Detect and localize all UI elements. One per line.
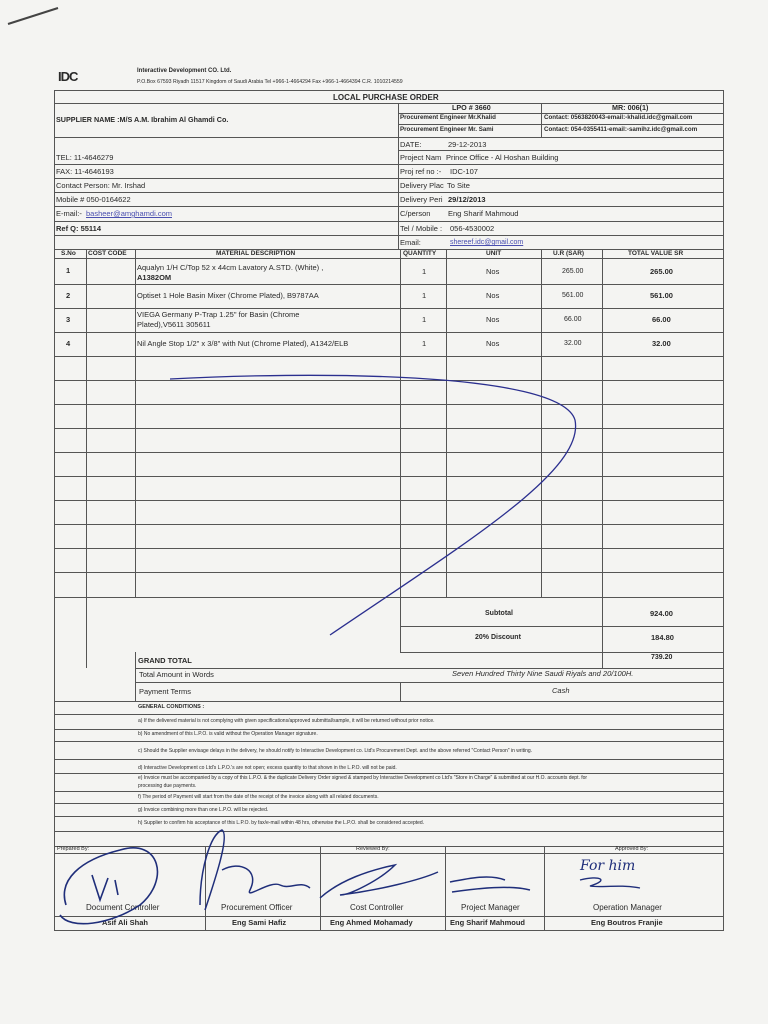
company-logo-text: IDC — [58, 69, 78, 84]
row-3-ur: 66.00 — [564, 316, 582, 323]
procurement-engineer-1: Procurement Engineer Mr.Khalid — [400, 114, 496, 121]
col-header-sno: S.No — [61, 250, 76, 257]
procurement-contact-1: Contact: 0563820043-email:-khalid.idc@gmail.com — [544, 114, 693, 121]
lpo-number: LPO # 3660 — [452, 103, 491, 112]
signature-operation-manager — [580, 878, 640, 888]
row-3-total: 66.00 — [652, 315, 671, 324]
row-3-unit: Nos — [486, 315, 500, 324]
row-4-total: 32.00 — [652, 339, 671, 348]
condition-e: e) Invoice must be accompanied by a copy of this L.P.O. & the duplicate Delivery Order signed & stamped by Interactive Development co Ltd's "Store in Charge" & submitted at our H.O. accounts dept. for — [138, 775, 588, 781]
telmob-value: 056-4530002 — [450, 224, 495, 233]
company-address: P.O.Box 67593 Riyadh 11517 Kingdom of Saudi Arabia Tel +966-1-4664294 Fax +966-1-4664394 C.R. 1010214559 — [137, 79, 403, 85]
row-3-sno: 3 — [66, 315, 71, 324]
document-title: LOCAL PURCHASE ORDER — [333, 93, 439, 102]
row-2-qty: 1 — [422, 291, 427, 300]
procurement-contact-2: Contact: 054-0355411-email:-samihz.idc@gmail.com — [544, 126, 698, 133]
telmob-label: Tel / Mobile : — [400, 224, 443, 233]
discount-label: 20% Discount — [475, 634, 521, 641]
signature-document-controller — [60, 848, 160, 924]
row-1-total: 265.00 — [650, 267, 673, 276]
supplier-name: SUPPLIER NAME :M/S A.M. Ibrahim Al Ghamdi Co. — [56, 115, 229, 124]
role-procurement-officer: Procurement Officer — [221, 903, 293, 912]
cperson-label: C/person — [400, 209, 431, 218]
row-4-ur: 32.00 — [564, 340, 582, 347]
conditions-heading: GENERAL CONDITIONS : — [138, 704, 205, 710]
condition-d: d) Interactive Development co Ltd's L.P.O.'s are not open; excess quantity to that shown in the L.P.O. will not be paid. — [138, 765, 397, 771]
supplier-email[interactable]: basheer@amghamdi.com — [86, 209, 172, 218]
signature-cost-controller — [320, 865, 438, 898]
supplier-ref: Ref Q: 55114 — [56, 224, 102, 233]
project-name-value: Prince Office - Al Hoshan Building — [446, 153, 559, 162]
delivery-period-label: Delivery Peri — [400, 195, 443, 204]
amount-in-words-value: Seven Hundred Thirty Nine Saudi Riyals and 20/100H. — [452, 669, 634, 678]
row-3-desc: VIEGA Germany P-Trap 1.25" for Basin (Chrome — [137, 310, 300, 319]
delivery-place-label: Delivery Plac — [400, 181, 444, 190]
condition-a: a) If the delivered material is not complying with given specifications/approved submittal/sample, it will be returned without prior notice. — [138, 718, 435, 724]
row-1-sno: 1 — [66, 266, 71, 275]
row-4-qty: 1 — [422, 339, 427, 348]
staple-mark — [8, 8, 58, 24]
cancel-stroke — [170, 375, 576, 635]
name-document-controller: Asif Ali Shah — [102, 918, 148, 927]
row-3-desc-code: Plated),V5611 305611 — [137, 320, 211, 329]
reviewed-by-label: Reviewed By: — [356, 846, 390, 852]
col-header-unit-rate: U.R (SAR) — [553, 250, 585, 257]
mr-number: MR: 006(1) — [612, 103, 649, 112]
supplier-fax: FAX: 11-4646193 — [56, 167, 114, 176]
condition-b: b) No amendment of this L.P.O. is valid without the Operation Manager signature. — [138, 731, 318, 737]
condition-e-cont: processing due payments. — [138, 783, 197, 789]
discount-value: 184.80 — [651, 633, 674, 642]
row-1-ur: 265.00 — [562, 268, 584, 275]
supplier-tel: TEL: 11-4646279 — [56, 153, 114, 162]
name-operation-manager: Eng Boutros Franjie — [591, 918, 663, 927]
project-ref-value: IDC-107 — [450, 167, 478, 176]
payment-terms-label: Payment Terms — [139, 687, 191, 696]
row-1-qty: 1 — [422, 267, 427, 276]
row-2-desc: Optiset 1 Hole Basin Mixer (Chrome Plated), B9787AA — [137, 291, 319, 300]
role-operation-manager: Operation Manager — [593, 903, 662, 912]
col-header-quantity: QUANTITY — [403, 250, 437, 257]
signature-project-manager — [450, 877, 530, 892]
row-2-ur: 561.00 — [562, 292, 584, 299]
row-4-sno: 4 — [66, 339, 71, 348]
supplier-contact-person: Contact Person: Mr. Irshad — [56, 181, 146, 190]
signature-procurement-officer — [200, 830, 310, 910]
condition-h: h) Supplier to confirm his acceptance of this L.P.O. by fax/e-mail within 48 hrs, otherwise the L.P.O. shall be considered accepted. — [138, 820, 425, 826]
procurement-engineer-2: Procurement Engineer Mr. Sami — [400, 126, 494, 133]
subtotal-value: 924.00 — [650, 609, 673, 618]
row-1-desc: Aqualyn 1/H C/Top 52 x 44cm Lavatory A.STD. (White) , — [137, 263, 324, 272]
role-cost-controller: Cost Controller — [350, 903, 404, 912]
grand-total-value: 739.20 — [651, 654, 673, 661]
project-email-label: Email: — [400, 238, 421, 247]
row-2-unit: Nos — [486, 291, 500, 300]
condition-g: g) Invoice combining more than one L.P.O. will be rejected. — [138, 807, 269, 813]
project-email-value[interactable]: shereef.idc@gmail.com — [450, 239, 524, 246]
row-2-sno: 2 — [66, 291, 71, 300]
grand-total-label: GRAND TOTAL — [138, 656, 192, 665]
col-header-unit: UNIT — [486, 250, 502, 257]
role-project-manager: Project Manager — [461, 903, 520, 912]
subtotal-label: Subtotal — [485, 610, 513, 617]
supplier-mobile: Mobile # 050-0164622 — [56, 195, 131, 204]
row-2-total: 561.00 — [650, 291, 673, 300]
date-label: DATE: — [400, 140, 422, 149]
row-4-unit: Nos — [486, 339, 500, 348]
condition-c: c) Should the Supplier envisage delays in the delivery, he should notify to Interactive Development co. Ltd's Procurement Dept. and the above referred "Contact Person" in writing. — [138, 748, 533, 754]
row-1-desc-code: A1382OM — [137, 273, 172, 282]
delivery-place-value: To Site — [447, 181, 470, 190]
row-1-unit: Nos — [486, 267, 500, 276]
company-name: Interactive Development CO. Ltd. — [137, 68, 232, 74]
col-header-cost-code: COST CODE — [88, 250, 127, 257]
row-3-qty: 1 — [422, 315, 427, 324]
col-header-description: MATERIAL DESCRIPTION — [216, 250, 296, 257]
cperson-value: Eng Sharif Mahmoud — [448, 209, 519, 218]
approved-by-label: Approved By: — [615, 846, 649, 852]
amount-in-words-label: Total Amount in Words — [139, 670, 214, 679]
name-cost-controller: Eng Ahmed Mohamady — [330, 918, 413, 927]
condition-f: f) The period of Payment will start from the date of the receipt of the invoice along with all related documents. — [138, 794, 379, 800]
payment-terms-value: Cash — [552, 686, 570, 695]
delivery-period-value: 29/12/2013 — [448, 195, 486, 204]
project-ref-label: Proj ref no :- — [400, 167, 442, 176]
project-name-label: Project Nam — [400, 153, 442, 162]
supplier-email-label: E-mail:- — [56, 209, 82, 218]
name-procurement-officer: Eng Sami Hafiz — [232, 918, 287, 927]
name-project-manager: Eng Sharif Mahmoud — [450, 918, 525, 927]
prepared-by-label: Prepared By: — [57, 846, 90, 852]
handwritten-note: For him — [580, 858, 636, 874]
col-header-total: TOTAL VALUE SR — [628, 250, 684, 257]
row-4-desc: Nil Angle Stop 1/2" x 3/8" with Nut (Chrome Plated), A1342/ELB — [137, 339, 349, 348]
role-document-controller: Document Controller — [86, 903, 160, 912]
date-value: 29-12-2013 — [448, 140, 487, 149]
